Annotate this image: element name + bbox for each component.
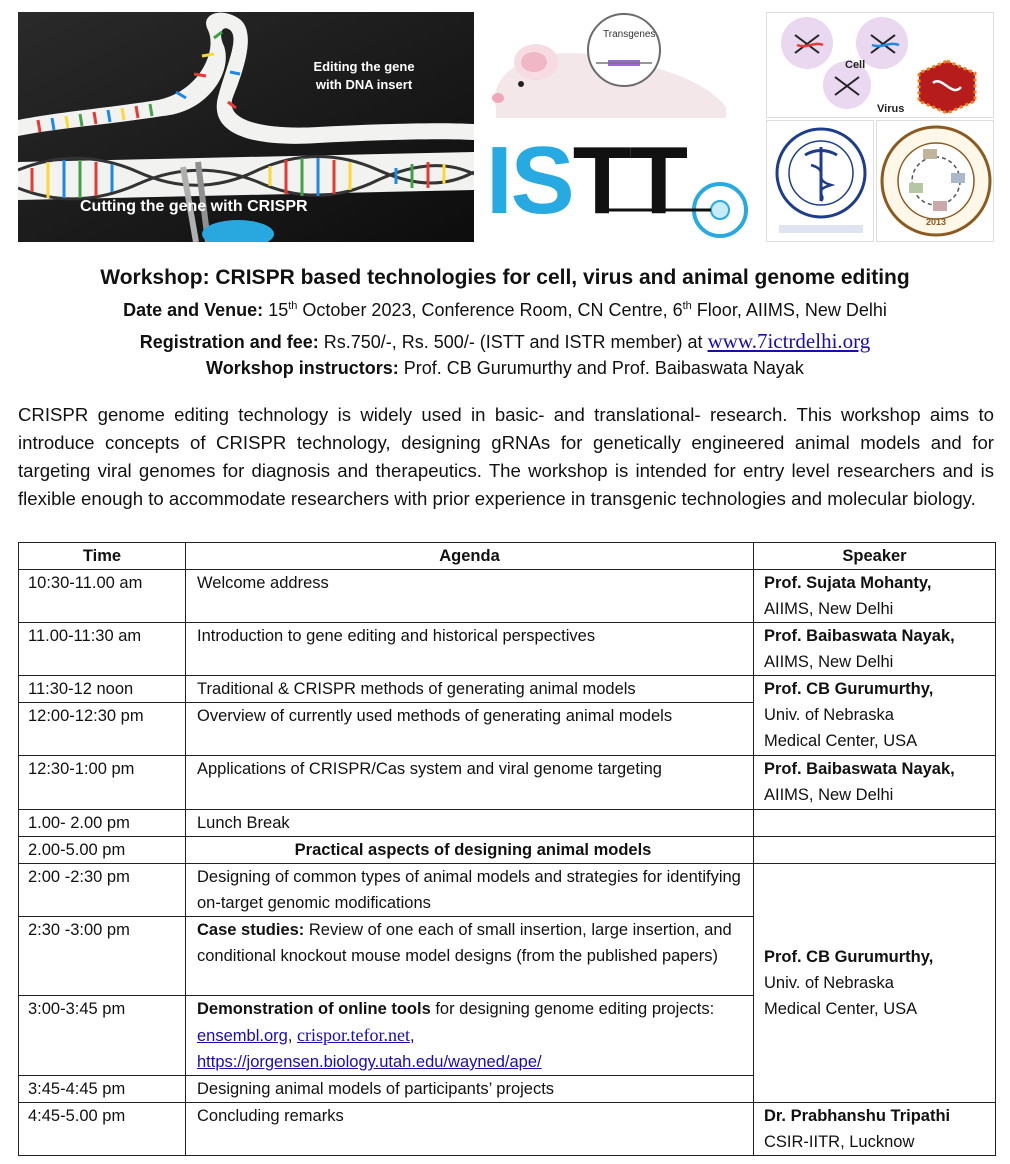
speaker-affiliation: Univ. of Nebraska: [764, 974, 894, 992]
speaker-affiliation: Univ. of Nebraska: [764, 706, 894, 724]
caption-cutting-gene: Cutting the gene with CRISPR: [80, 198, 308, 215]
agenda-cell: Traditional & CRISPR methods of generating animal models: [186, 676, 754, 703]
date-venue-line: [0, 300, 1010, 321]
table-row: [19, 837, 996, 864]
speaker-affiliation: AIIMS, New Delhi: [764, 600, 894, 618]
transgenic-mouse-image: [476, 12, 764, 118]
instructors-line: [0, 358, 1010, 379]
speaker-affiliation: Medical Center, USA: [764, 1000, 918, 1018]
ape-link[interactable]: https://jorgensen.biology.utah.edu/wayned/ape/: [197, 1053, 542, 1071]
speaker-cell-empty: [754, 810, 996, 837]
floor-suffix: th: [682, 300, 692, 312]
time-cell: 2:30 -3:00 pm: [19, 917, 186, 996]
intro-paragraph: CRISPR genome editing technology is widely used in basic- and translational- research. This workshop aims to introduce concepts of CRISPR technology, designing gRNAs for genetically engineered animal models and for targeting viral genomes for diagnosis and therapeutics. The workshop is intended for entry level researchers and is flexible enough to accommodate researchers with prior experience in transgenic technologies and molecular biology.: [18, 404, 994, 509]
speaker-name: Prof. Sujata Mohanty,: [764, 574, 932, 592]
date-day-suffix: th: [288, 300, 298, 312]
mouse-icon: [476, 12, 764, 118]
agenda-cell: Lunch Break: [186, 810, 754, 837]
header-agenda: Agenda: [186, 543, 754, 570]
time-cell: 4:45-5.00 pm: [19, 1103, 186, 1156]
link-separator: ,: [409, 1027, 415, 1045]
date-venue-text-end: Floor, AIIMS, New Delhi: [691, 300, 887, 320]
table-row: [19, 570, 996, 623]
instructors-names: Prof. CB Gurumurthy and Prof. Baibaswata Nayak: [403, 358, 804, 378]
istt-logo: [476, 120, 764, 242]
speaker-cell: [754, 676, 996, 756]
istr-seal-year: 2013: [926, 217, 947, 227]
registration-fee: Rs.750/-, Rs. 500/- (ISTT and ISTR member) at: [323, 332, 703, 352]
table-row: [19, 676, 996, 703]
table-row: [19, 623, 996, 676]
workshop-title: Workshop: CRISPR based technologies for cell, virus and animal genome editing: [100, 266, 910, 289]
crispor-link[interactable]: crispor.tefor.net: [296, 1025, 410, 1045]
crispr-photo: [18, 12, 474, 242]
oocyte-injection-icon: [476, 120, 764, 242]
time-cell: 2:00 -2:30 pm: [19, 864, 186, 917]
instructors-label: Workshop instructors:: [206, 358, 399, 378]
speaker-affiliation: AIIMS, New Delhi: [764, 653, 894, 671]
agenda-cell: Introduction to gene editing and historical perspectives: [186, 623, 754, 676]
agenda-cell: Overview of currently used methods of generating animal models: [186, 703, 754, 756]
time-cell: 11:30-12 noon: [19, 676, 186, 703]
virus-label: Virus: [877, 103, 905, 115]
speaker-name: Prof. CB Gurumurthy,: [764, 680, 934, 698]
speaker-cell: [754, 864, 996, 1103]
agenda-cell: [186, 996, 754, 1076]
speaker-affiliation: CSIR-IITR, Lucknow: [764, 1133, 915, 1151]
registration-line: [0, 329, 1010, 354]
time-cell: 12:00-12:30 pm: [19, 703, 186, 756]
date-venue-text: October 2023, Conference Room, CN Centre, 6: [297, 300, 683, 320]
speaker-affiliation: AIIMS, New Delhi: [764, 786, 894, 804]
time-cell: 3:45-4:45 pm: [19, 1076, 186, 1103]
aiims-seal: [766, 120, 874, 242]
speaker-cell: [754, 756, 996, 810]
date-day: 15: [268, 300, 289, 320]
transgenes-label: Transgenes: [603, 29, 656, 40]
time-cell: 10:30-11.00 am: [19, 570, 186, 623]
image-banner: [18, 12, 994, 242]
time-cell: 1.00- 2.00 pm: [19, 810, 186, 837]
registration-label: Registration and fee:: [139, 332, 319, 352]
time-cell: 11.00-11:30 am: [19, 623, 186, 676]
cell-virus-image: [766, 12, 994, 118]
istt-logo-text: ISTT: [486, 127, 686, 234]
time-cell: 2.00-5.00 pm: [19, 837, 186, 864]
ensembl-link[interactable]: ensembl.org: [197, 1027, 288, 1045]
speaker-name: Prof. CB Gurumurthy,: [764, 948, 934, 966]
speaker-name: Prof. Baibaswata Nayak,: [764, 627, 955, 645]
speaker-cell-empty: [754, 837, 996, 864]
date-venue-label: Date and Venue:: [123, 300, 264, 320]
table-header-row: [19, 543, 996, 570]
agenda-table: [18, 542, 996, 1156]
agenda-bold-label: Demonstration of online tools: [197, 1000, 431, 1018]
speaker-name: Dr. Prabhanshu Tripathi: [764, 1107, 951, 1125]
link-separator: ,: [287, 1027, 297, 1045]
caption-editing-gene: Editing the gene with DNA insert: [313, 59, 415, 92]
agenda-cell: [186, 917, 754, 996]
time-cell: 12:30-1:00 pm: [19, 756, 186, 810]
agenda-text: for designing genome editing projects:: [430, 1000, 715, 1018]
table-row: [19, 810, 996, 837]
agenda-cell: Applications of CRISPR/Cas system and viral genome targeting: [186, 756, 754, 810]
agenda-cell: Designing of common types of animal models and strategies for identifying on-target genomic modifications: [186, 864, 754, 917]
table-row: [19, 864, 996, 917]
agenda-bold-label: Case studies:: [197, 921, 305, 939]
agenda-cell: Concluding remarks: [186, 1103, 754, 1156]
cell-label: Cell: [845, 59, 866, 71]
registration-link[interactable]: www.7ictrdelhi.org: [707, 329, 871, 353]
time-cell: 3:00-3:45 pm: [19, 996, 186, 1076]
table-row: [19, 756, 996, 810]
agenda-section-heading: Practical aspects of designing animal models: [186, 837, 754, 864]
speaker-cell: [754, 1103, 996, 1156]
speaker-affiliation: Medical Center, USA: [764, 732, 918, 750]
agenda-cell: Welcome address: [186, 570, 754, 623]
header-time: Time: [19, 543, 186, 570]
speaker-cell: [754, 623, 996, 676]
header-speaker: Speaker: [754, 543, 996, 570]
aiims-seal-icon: [767, 121, 874, 242]
agenda-cell: Designing animal models of participants’ projects: [186, 1076, 754, 1103]
table-row: [19, 1103, 996, 1156]
speaker-cell: [754, 570, 996, 623]
speaker-name: Prof. Baibaswata Nayak,: [764, 760, 955, 778]
istr-seal: [876, 120, 994, 242]
agenda-text: Review of one each of small insertion, large insertion, and conditional knockout mouse model designs (from the published papers): [197, 921, 732, 965]
